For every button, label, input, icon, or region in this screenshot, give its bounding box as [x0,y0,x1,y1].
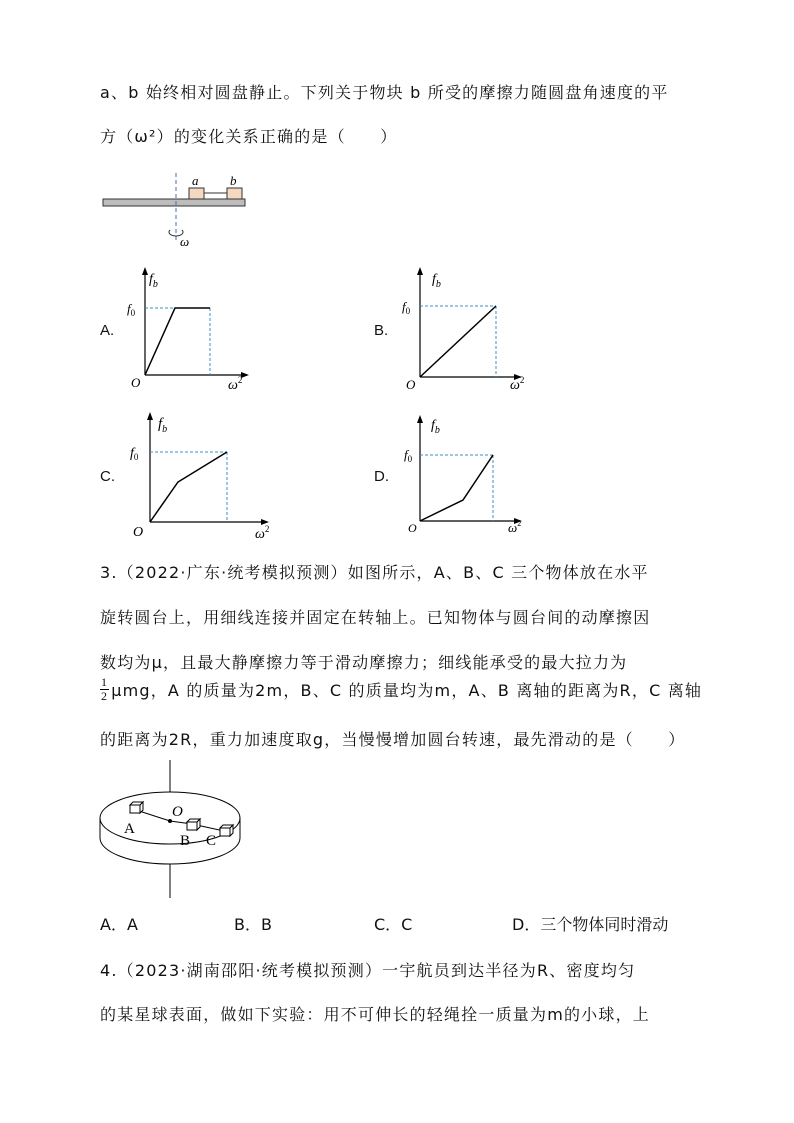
label-omega: ω [180,234,190,249]
label-C: C [206,833,217,849]
q3-turntable-figure [96,758,256,900]
fraction-denominator: 2 [101,689,109,703]
y-label: $f_b$ [432,272,441,290]
disk-plate [103,199,245,206]
curve [420,306,496,377]
label-B: B [180,833,191,849]
q4-line-2: 的某星球表面，做如下实验：用不可伸长的轻绳拴一质量为m的小球，上 [100,1005,650,1024]
choice-c[interactable]: C．C [374,915,413,934]
curve [150,452,227,522]
choice-d[interactable]: D．三个物体同时滑动 [512,915,669,934]
label-O: O [172,804,183,820]
y-arrow-icon [142,267,148,275]
curve [420,455,493,521]
f0-label: $f_0$ [404,447,413,464]
x-label: $\omega^2$ [255,524,270,540]
q3-line-5: 的距离为2R，重力加速度取g，当慢慢增加圆台转速，最先滑动的是（ ） [100,730,686,749]
q2-line-1: a、b 始终相对圆盘静止。下列关于物块 b 所受的摩擦力随圆盘角速度的平 [100,83,669,102]
graph-option-c [125,410,275,540]
y-arrow-icon [417,267,423,275]
origin-label: O [131,375,141,390]
y-label: $f_b$ [431,418,440,436]
table-top [100,792,240,844]
q4-line-1: 4.（2023·湖南邵阳·统考模拟预测）一宇航员到达半径为R、密度均匀 [100,961,636,980]
block-C [220,825,233,836]
y-label: $f_b$ [158,416,168,435]
block-A [130,802,143,813]
f0-label: $f_0$ [130,446,139,462]
graph-option-d [398,413,528,538]
q3-line-1: 3.（2022·广东·统考模拟预测）如图所示，A、B、C 三个物体放在水平 [100,563,649,582]
curve [145,308,210,375]
f0-label: $f_0$ [402,299,411,316]
option-b-label[interactable]: B. [374,322,389,339]
option-d-label[interactable]: D. [374,468,389,485]
x-label: $\omega^2$ [510,375,525,390]
graph-option-b [398,265,528,390]
q3-line-3: 数均为μ，且最大静摩擦力等于滑动摩擦力；细线能承受的最大拉力为 [100,653,628,672]
graph-option-a [125,265,255,390]
origin-label: O [133,525,144,540]
y-arrow-icon [147,412,153,420]
label-a: a [192,173,199,188]
fraction-numerator: 1 [101,675,109,689]
q3-line-4-text: μmg，A 的质量为2m，B、C 的质量均为m，A、B 离轴的距离为R，C 离轴 [111,681,703,700]
block-B [187,819,200,830]
label-A: A [124,821,135,837]
option-a-label[interactable]: A. [100,322,115,339]
y-label: $f_b$ [149,272,158,290]
q2-line-2: 方（ω²）的变化关系正确的是（ ） [100,127,398,146]
x-label: $\omega^2$ [228,375,243,390]
f0-label: $f_0$ [127,301,136,318]
origin-label: O [406,377,416,390]
origin-label: O [408,521,417,535]
y-arrow-icon [417,415,423,423]
option-c-label[interactable]: C. [100,468,115,485]
choice-b[interactable]: B．B [234,915,272,934]
choice-a[interactable]: A．A [100,915,138,934]
label-b: b [230,173,237,188]
q2-setup-figure [100,168,250,253]
fraction [100,676,109,703]
q3-line-4 [100,676,702,703]
q3-line-2: 旋转圆台上，用细线连接并固定在转轴上。已知物体与圆台间的动摩擦因 [100,608,651,627]
x-label: $\omega^2$ [508,519,522,535]
block-b [227,188,242,199]
block-a [189,188,204,199]
